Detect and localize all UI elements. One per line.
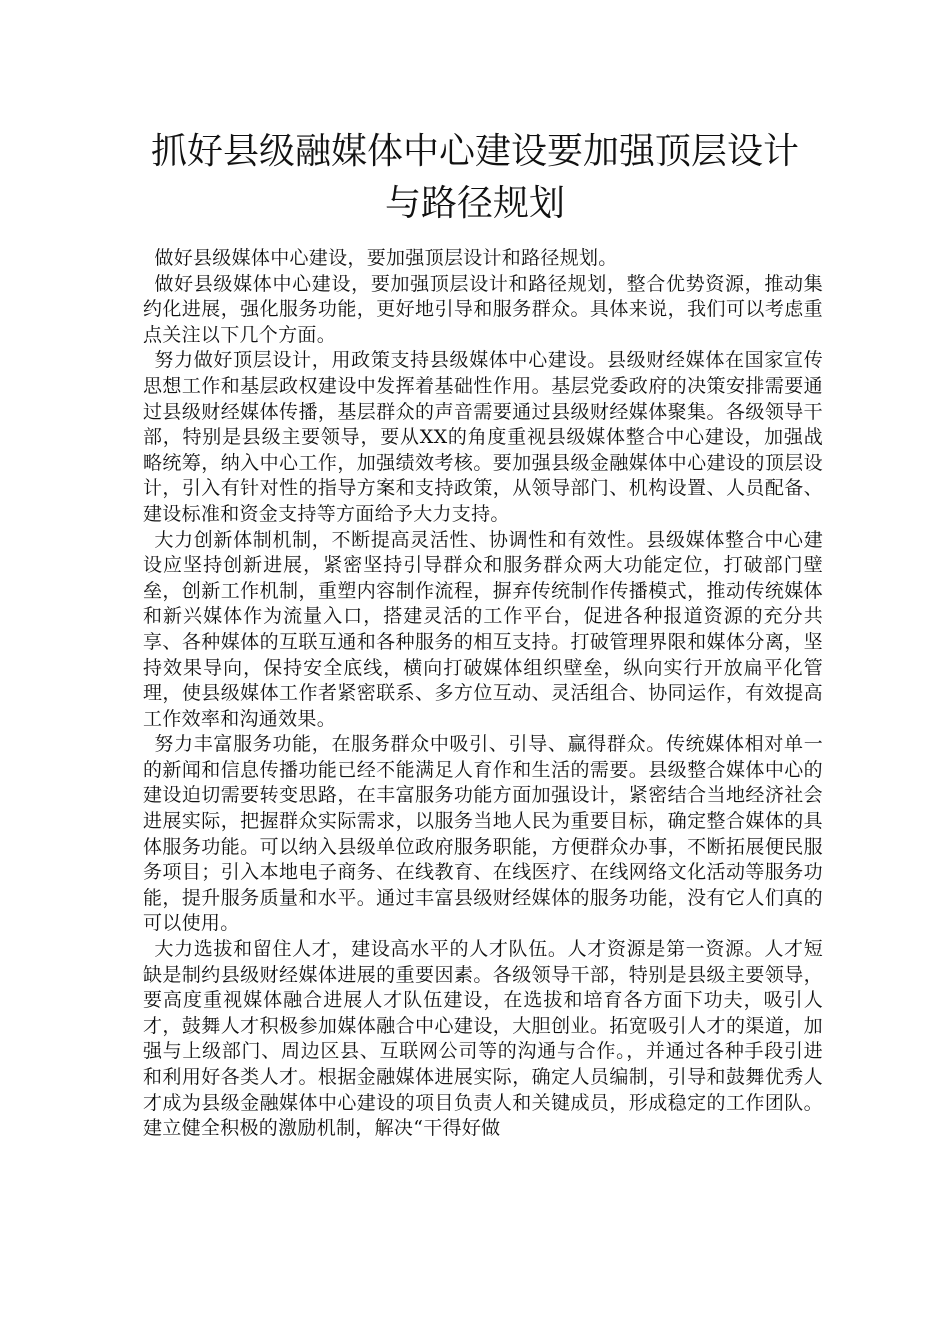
document-body [143, 246, 823, 1142]
document-title-line-2: 与路径规划 [384, 183, 565, 224]
paragraph-service-functions: 努力丰富服务功能，在服务群众中吸引、引导、赢得群众。传统媒体相对单一的新闻和信息传播功能已经不能满足人育作和生活的需要。县级整合媒体中心的建设迫切需要转变思路，在丰富服务功能方面加强设计，紧密结合当地经济社会进展实际，把握群众实际需求，以服务当地人民为重要目标，确定整合媒体的具体服务功能。可以纳入县级单位政府服务职能，方便群众办事，不断拓展便民服务项目；引入本地电子商务、在线教育、在线医疗、在线网络文化活动等服务功能，提升服务质量和水平。通过丰富县级财经媒体的服务功能，没有它人们真的可以使用。 [143, 733, 823, 935]
paragraph-mechanism-innovation: 大力创新体制机制，不断提高灵活性、协调性和有效性。县级媒体整合中心建设应坚持创新进展，紧密坚持引导群众和服务群众两大功能定位，打破部门壁垒，创新工作机制，重塑内容制作流程，摒弃传统制作传播模式，推动传统媒体和新兴媒体作为流量入口，搭建灵活的工作平台，促进各种报道资源的充分共享、各种媒体的互联互通和各种服务的相互支持。打破管理界限和媒体分离，坚持效果导向，保持安全底线，横向打破媒体组织壁垒，纵向实行开放扁平化管理，使县级媒体工作者紧密联系、多方位互动、灵活组合、协同运作，有效提高工作效率和沟通效果。 [143, 528, 823, 730]
paragraph-top-level-design: 努力做好顶层设计，用政策支持县级媒体中心建设。县级财经媒体在国家宣传思想工作和基层政权建设中发挥着基础性作用。基层党委政府的决策安排需要通过县级财经媒体传播，基层群众的声音需要通过县级财经媒体聚集。各级领导干部，特别是县级主要领导，要从XX的角度重视县级媒体整合中心建设，加强战略统筹，纳入中心工作，加强绩效考核。要加强县级金融媒体中心建设的顶层设计，引入有针对性的指导方案和支持政策，从领导部门、机构设置、人员配备、建设标准和资金支持等方面给予大力支持。 [143, 349, 823, 525]
paragraph-talent-team: 大力选拔和留住人才，建设高水平的人才队伍。人才资源是第一资源。人才短缺是制约县级财经媒体进展的重要因素。各级领导干部，特别是县级主要领导，要高度重视媒体融合进展人才队伍建设，在选拔和培育各方面下功夫，吸引人才，鼓舞人才积极参加媒体融合中心建设，大胆创业。拓宽吸引人才的渠道，加强与上级部门、周边区县、互联网公司等的沟通与合作。，并通过各种手段引进和利用好各类人才。根据金融媒体进展实际，确定人员编制，引导和鼓舞优秀人才成为县级金融媒体中心建设的项目负责人和关键成员，形成稳定的工作团队。建立健全积极的激励机制，解决“干得好做 [143, 938, 823, 1140]
document-title-line-1: 抓好县级融媒体中心建设要加强顶层设计 [150, 131, 799, 172]
paragraph-intro: 做好县级媒体中心建设，要加强顶层设计和路径规划。 [154, 247, 618, 269]
paragraph-overview: 做好县级媒体中心建设，要加强顶层设计和路径规划，整合优势资源，推动集约化进展，强化服务功能，更好地引导和服务群众。具体来说，我们可以考虑重点关注以下几个方面。 [143, 272, 823, 346]
